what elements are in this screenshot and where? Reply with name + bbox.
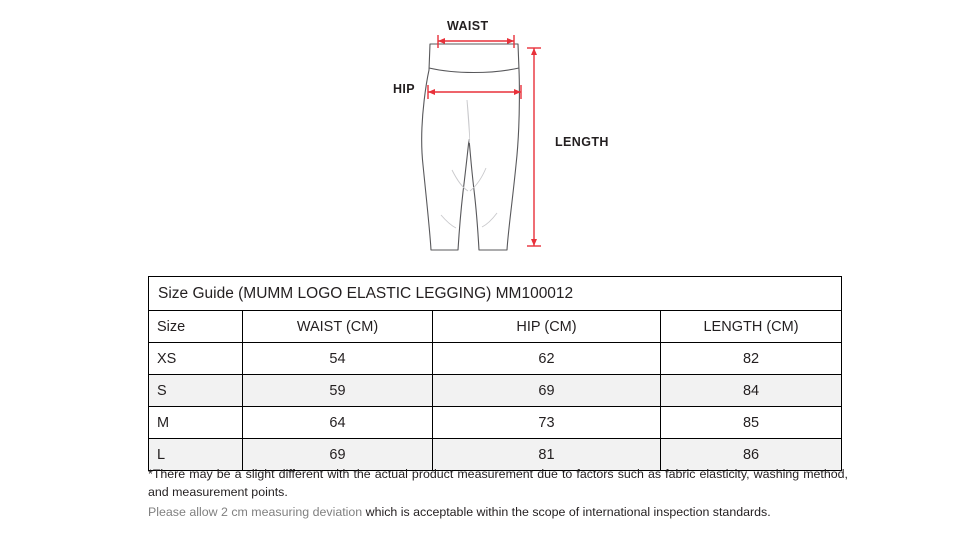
cell-size: L xyxy=(149,439,243,471)
header-hip: HIP (CM) xyxy=(433,311,661,343)
cell-size: S xyxy=(149,375,243,407)
size-guide-table xyxy=(148,276,842,471)
footnote-deviation-note xyxy=(148,504,848,522)
hip-label: HIP xyxy=(393,82,416,96)
cell-length: 82 xyxy=(661,343,842,375)
footnote-deviation-rest: which is acceptable within the scope of international inspection standards. xyxy=(362,504,771,519)
cell-size: XS xyxy=(149,343,243,375)
cell-hip: 69 xyxy=(433,375,661,407)
cell-waist: 59 xyxy=(243,375,433,407)
length-measure-line xyxy=(527,48,541,246)
table-row xyxy=(149,407,842,439)
table-row xyxy=(149,343,842,375)
footnotes xyxy=(148,466,848,522)
table-header-row xyxy=(149,311,842,343)
header-waist: WAIST (CM) xyxy=(243,311,433,343)
cell-hip: 81 xyxy=(433,439,661,471)
cell-hip: 62 xyxy=(433,343,661,375)
table-title-row xyxy=(149,277,842,311)
size-guide-title: Size Guide (MUMM LOGO ELASTIC LEGGING) MM100012 xyxy=(149,277,842,311)
measurement-diagram xyxy=(0,0,960,268)
cell-length: 85 xyxy=(661,407,842,439)
cell-waist: 64 xyxy=(243,407,433,439)
cell-length: 86 xyxy=(661,439,842,471)
cell-length: 84 xyxy=(661,375,842,407)
length-label: LENGTH xyxy=(555,135,609,149)
header-size: Size xyxy=(149,311,243,343)
waist-label: WAIST xyxy=(447,19,489,33)
cell-hip: 73 xyxy=(433,407,661,439)
footnote-deviation-highlight: Please allow 2 cm measuring deviation xyxy=(148,504,363,519)
cell-waist: 54 xyxy=(243,343,433,375)
legging-illustration xyxy=(0,0,960,268)
footnote-measurement-disclaimer: *There may be a slight different with the actual product measurement due to factors such as fabric elasticity, washing method, and measurement points. xyxy=(148,467,848,499)
cell-size: M xyxy=(149,407,243,439)
header-length: LENGTH (CM) xyxy=(661,311,842,343)
cell-waist: 69 xyxy=(243,439,433,471)
table-row xyxy=(149,375,842,407)
